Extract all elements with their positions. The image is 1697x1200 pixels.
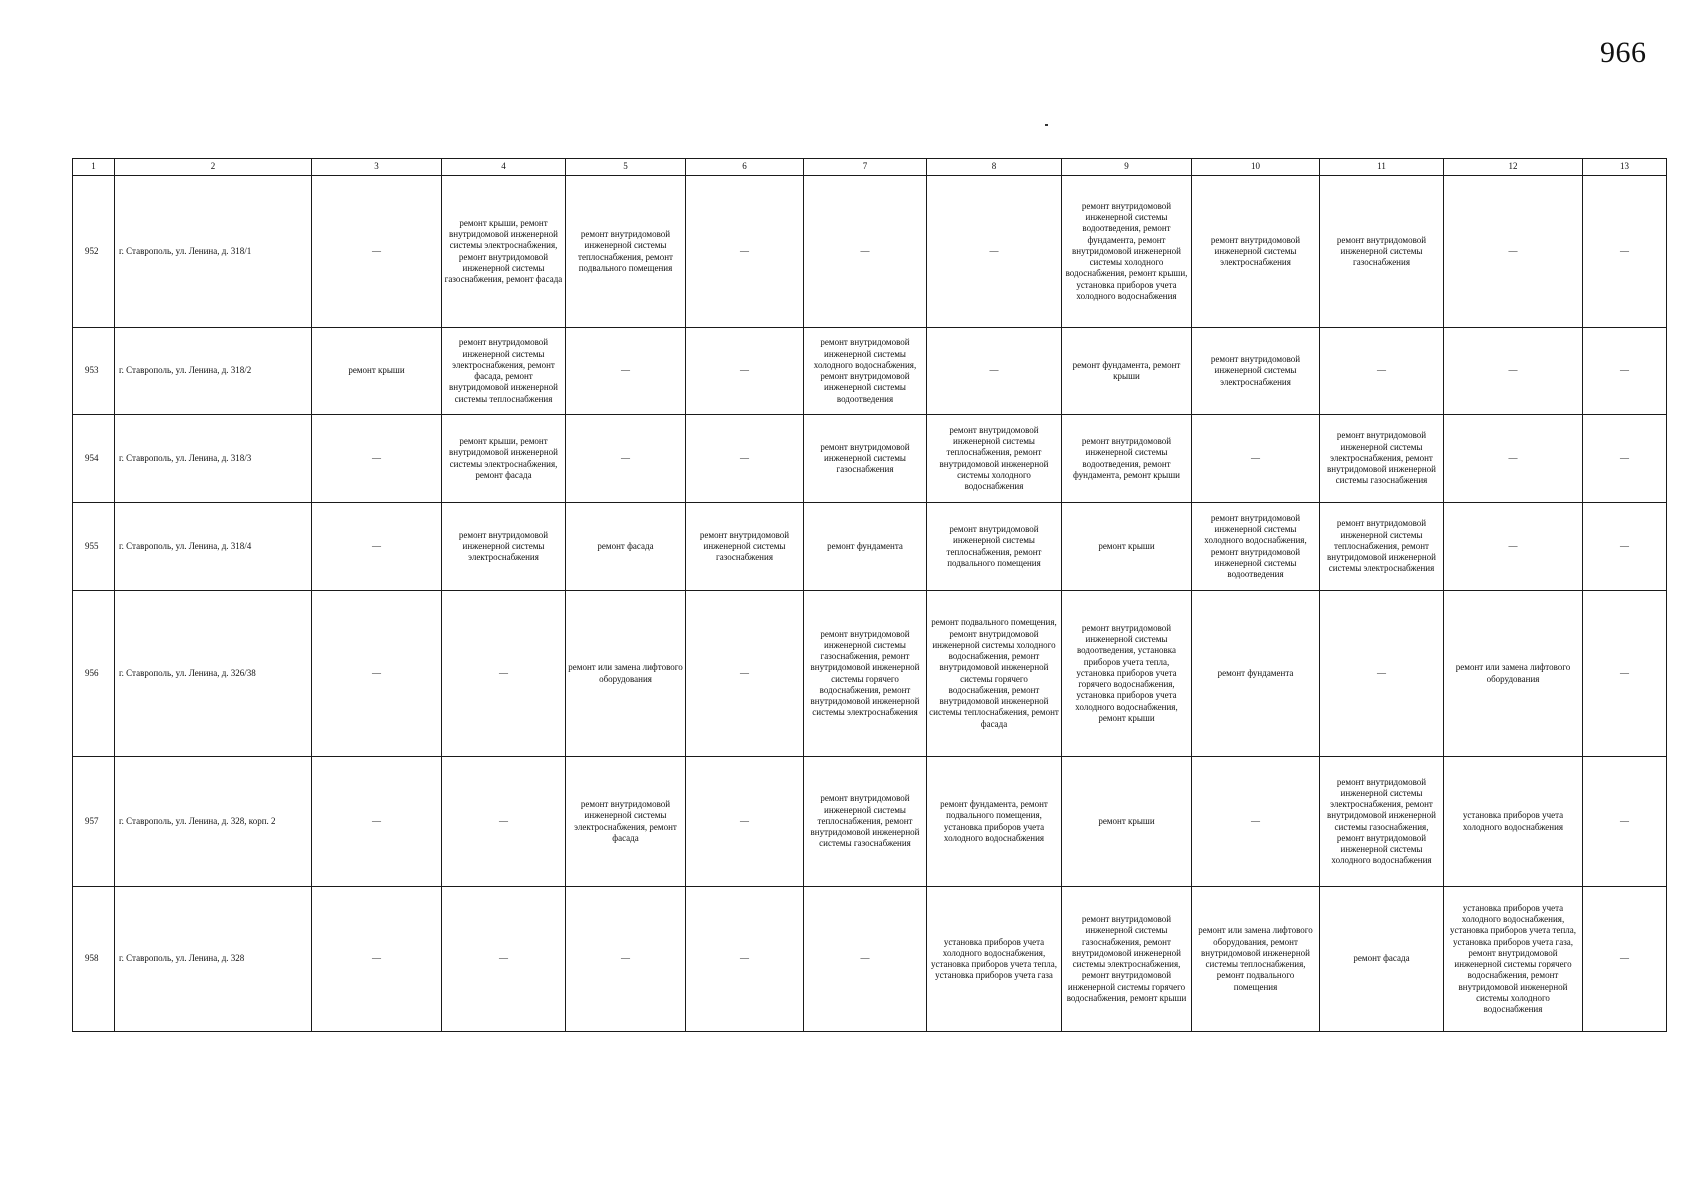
work-cell: — — [312, 415, 442, 503]
work-cell: ремонт крыши, ремонт внутридомовой инженерной системы электроснабжения, ремонт внутридомовой инженерной системы газоснабжения, ремонт фасада — [442, 176, 566, 328]
work-cell: ремонт фундамента, ремонт подвального помещения, установка приборов учета холодного водоснабжения — [927, 757, 1062, 887]
work-cell: — — [1583, 176, 1667, 328]
row-number: 957 — [73, 757, 115, 887]
work-cell: ремонт внутридомовой инженерной системы электроснабжения — [1192, 176, 1320, 328]
column-number: 1 — [73, 159, 115, 176]
work-cell: ремонт внутридомовой инженерной системы электроснабжения — [442, 503, 566, 591]
work-cell: ремонт внутридомовой инженерной системы газоснабжения, ремонт внутридомовой инженерной системы электроснабжения, ремонт внутридомовой инженерной системы горячего водоснабжения, ремонт крыши — [1062, 887, 1192, 1032]
table-row — [73, 591, 1667, 757]
table-row — [73, 503, 1667, 591]
work-cell: установка приборов учета холодного водоснабжения — [1444, 757, 1583, 887]
work-cell: — — [1583, 887, 1667, 1032]
column-number: 5 — [566, 159, 686, 176]
work-cell: ремонт внутридомовой инженерной системы электроснабжения, ремонт фасада — [566, 757, 686, 887]
work-cell: ремонт фасада — [566, 503, 686, 591]
table-row — [73, 176, 1667, 328]
column-number: 9 — [1062, 159, 1192, 176]
work-cell: — — [1444, 328, 1583, 415]
work-cell: ремонт внутридомовой инженерной системы водоотведения, установка приборов учета тепла, установка приборов учета горячего водоснабжения, установка приборов учета холодного водоснабжения, ремонт крыши — [1062, 591, 1192, 757]
address-cell: г. Ставрополь, ул. Ленина, д. 328, корп. 2 — [115, 757, 312, 887]
work-cell: — — [686, 176, 804, 328]
address-cell: г. Ставрополь, ул. Ленина, д. 318/4 — [115, 503, 312, 591]
work-cell: ремонт внутридомовой инженерной системы газоснабжения — [1320, 176, 1444, 328]
work-cell: ремонт внутридомовой инженерной системы холодного водоснабжения, ремонт внутридомовой инженерной системы водоотведения — [1192, 503, 1320, 591]
column-number: 6 — [686, 159, 804, 176]
work-cell: ремонт внутридомовой инженерной системы теплоснабжения, ремонт внутридомовой инженерной системы холодного водоснабжения — [927, 415, 1062, 503]
work-cell: ремонт подвального помещения, ремонт внутридомовой инженерной системы холодного водоснабжения, ремонт внутридомовой инженерной системы горячего водоснабжения, ремонт внутридомовой инженерной системы теплоснабжения, ремонт фасада — [927, 591, 1062, 757]
work-cell: ремонт фундамента, ремонт крыши — [1062, 328, 1192, 415]
work-cell: — — [804, 887, 927, 1032]
work-cell: — — [566, 328, 686, 415]
work-cell: ремонт крыши — [1062, 757, 1192, 887]
repair-register-table — [72, 158, 1667, 1032]
work-cell: — — [1583, 328, 1667, 415]
work-cell: — — [686, 415, 804, 503]
work-cell: ремонт фундамента — [804, 503, 927, 591]
work-cell: ремонт или замена лифтового оборудования, ремонт внутридомовой инженерной системы теплоснабжения, ремонт подвального помещения — [1192, 887, 1320, 1032]
column-number: 10 — [1192, 159, 1320, 176]
work-cell: ремонт внутридомовой инженерной системы электроснабжения, ремонт фасада, ремонт внутридомовой инженерной системы теплоснабжения — [442, 328, 566, 415]
row-number: 956 — [73, 591, 115, 757]
row-number: 952 — [73, 176, 115, 328]
work-cell: ремонт внутридомовой инженерной системы теплоснабжения, ремонт подвального помещения — [566, 176, 686, 328]
column-number: 4 — [442, 159, 566, 176]
row-number: 954 — [73, 415, 115, 503]
work-cell: — — [442, 757, 566, 887]
work-cell: — — [1320, 591, 1444, 757]
work-cell: ремонт внутридомовой инженерной системы газоснабжения, ремонт внутридомовой инженерной системы горячего водоснабжения, ремонт внутридомовой инженерной системы электроснабжения — [804, 591, 927, 757]
row-number: 958 — [73, 887, 115, 1032]
work-cell: ремонт крыши, ремонт внутридомовой инженерной системы электроснабжения, ремонт фасада — [442, 415, 566, 503]
column-number: 8 — [927, 159, 1062, 176]
work-cell: ремонт внутридомовой инженерной системы теплоснабжения, ремонт внутридомовой инженерной системы электроснабжения — [1320, 503, 1444, 591]
work-cell: установка приборов учета холодного водоснабжения, установка приборов учета тепла, установка приборов учета газа, ремонт внутридомовой инженерной системы горячего водоснабжения, ремонт внутридомовой инженерной системы холодного водоснабжения — [1444, 887, 1583, 1032]
address-cell: г. Ставрополь, ул. Ленина, д. 318/1 — [115, 176, 312, 328]
work-cell: ремонт внутридомовой инженерной системы газоснабжения — [804, 415, 927, 503]
work-cell: ремонт внутридомовой инженерной системы теплоснабжения, ремонт подвального помещения — [927, 503, 1062, 591]
work-cell: ремонт фасада — [1320, 887, 1444, 1032]
work-cell: ремонт внутридомовой инженерной системы водоотведения, ремонт фундамента, ремонт внутридомовой инженерной системы холодного водоснабжения, ремонт крыши, установка приборов учета холодного водоснабжения — [1062, 176, 1192, 328]
work-cell: — — [1583, 503, 1667, 591]
table-row — [73, 328, 1667, 415]
column-number: 7 — [804, 159, 927, 176]
work-cell: ремонт внутридомовой инженерной системы электроснабжения, ремонт внутридомовой инженерной системы газоснабжения — [1320, 415, 1444, 503]
work-cell: — — [686, 328, 804, 415]
work-cell: — — [1444, 415, 1583, 503]
work-cell: — — [312, 887, 442, 1032]
work-cell: установка приборов учета холодного водоснабжения, установка приборов учета тепла, установка приборов учета газа — [927, 887, 1062, 1032]
column-number: 3 — [312, 159, 442, 176]
address-cell: г. Ставрополь, ул. Ленина, д. 318/3 — [115, 415, 312, 503]
column-number-row — [73, 159, 1667, 176]
work-cell: — — [1583, 591, 1667, 757]
column-number: 13 — [1583, 159, 1667, 176]
page-number: 966 — [1600, 36, 1647, 69]
column-number: 12 — [1444, 159, 1583, 176]
work-cell: — — [312, 591, 442, 757]
work-cell: — — [312, 503, 442, 591]
work-cell: — — [686, 757, 804, 887]
work-cell: ремонт крыши — [312, 328, 442, 415]
table-row — [73, 757, 1667, 887]
scan-dot — [1045, 124, 1048, 126]
work-cell: ремонт внутридомовой инженерной системы водоотведения, ремонт фундамента, ремонт крыши — [1062, 415, 1192, 503]
work-cell: — — [927, 176, 1062, 328]
address-cell: г. Ставрополь, ул. Ленина, д. 328 — [115, 887, 312, 1032]
work-cell: — — [927, 328, 1062, 415]
work-cell: — — [566, 887, 686, 1032]
work-cell: — — [442, 887, 566, 1032]
work-cell: ремонт внутридомовой инженерной системы электроснабжения — [1192, 328, 1320, 415]
table-row — [73, 415, 1667, 503]
row-number: 953 — [73, 328, 115, 415]
column-number: 11 — [1320, 159, 1444, 176]
work-cell: — — [1444, 503, 1583, 591]
work-cell: — — [312, 757, 442, 887]
work-cell: ремонт или замена лифтового оборудования — [1444, 591, 1583, 757]
work-cell: — — [566, 415, 686, 503]
work-cell: — — [1320, 328, 1444, 415]
work-cell: — — [1444, 176, 1583, 328]
column-number: 2 — [115, 159, 312, 176]
work-cell: — — [804, 176, 927, 328]
address-cell: г. Ставрополь, ул. Ленина, д. 326/38 — [115, 591, 312, 757]
work-cell: — — [686, 887, 804, 1032]
work-cell: — — [1192, 415, 1320, 503]
work-cell: — — [686, 591, 804, 757]
work-cell: ремонт крыши — [1062, 503, 1192, 591]
work-cell: ремонт фундамента — [1192, 591, 1320, 757]
work-cell: ремонт внутридомовой инженерной системы электроснабжения, ремонт внутридомовой инженерной системы газоснабжения, ремонт внутридомовой инженерной системы холодного водоснабжения — [1320, 757, 1444, 887]
work-cell: — — [312, 176, 442, 328]
table-row — [73, 887, 1667, 1032]
work-cell: — — [1583, 415, 1667, 503]
work-cell: ремонт внутридомовой инженерной системы холодного водоснабжения, ремонт внутридомовой инженерной системы водоотведения — [804, 328, 927, 415]
work-cell: ремонт внутридомовой инженерной системы газоснабжения — [686, 503, 804, 591]
work-cell: — — [1192, 757, 1320, 887]
row-number: 955 — [73, 503, 115, 591]
work-cell: — — [442, 591, 566, 757]
work-cell: ремонт или замена лифтового оборудования — [566, 591, 686, 757]
address-cell: г. Ставрополь, ул. Ленина, д. 318/2 — [115, 328, 312, 415]
work-cell: — — [1583, 757, 1667, 887]
work-cell: ремонт внутридомовой инженерной системы теплоснабжения, ремонт внутридомовой инженерной системы газоснабжения — [804, 757, 927, 887]
